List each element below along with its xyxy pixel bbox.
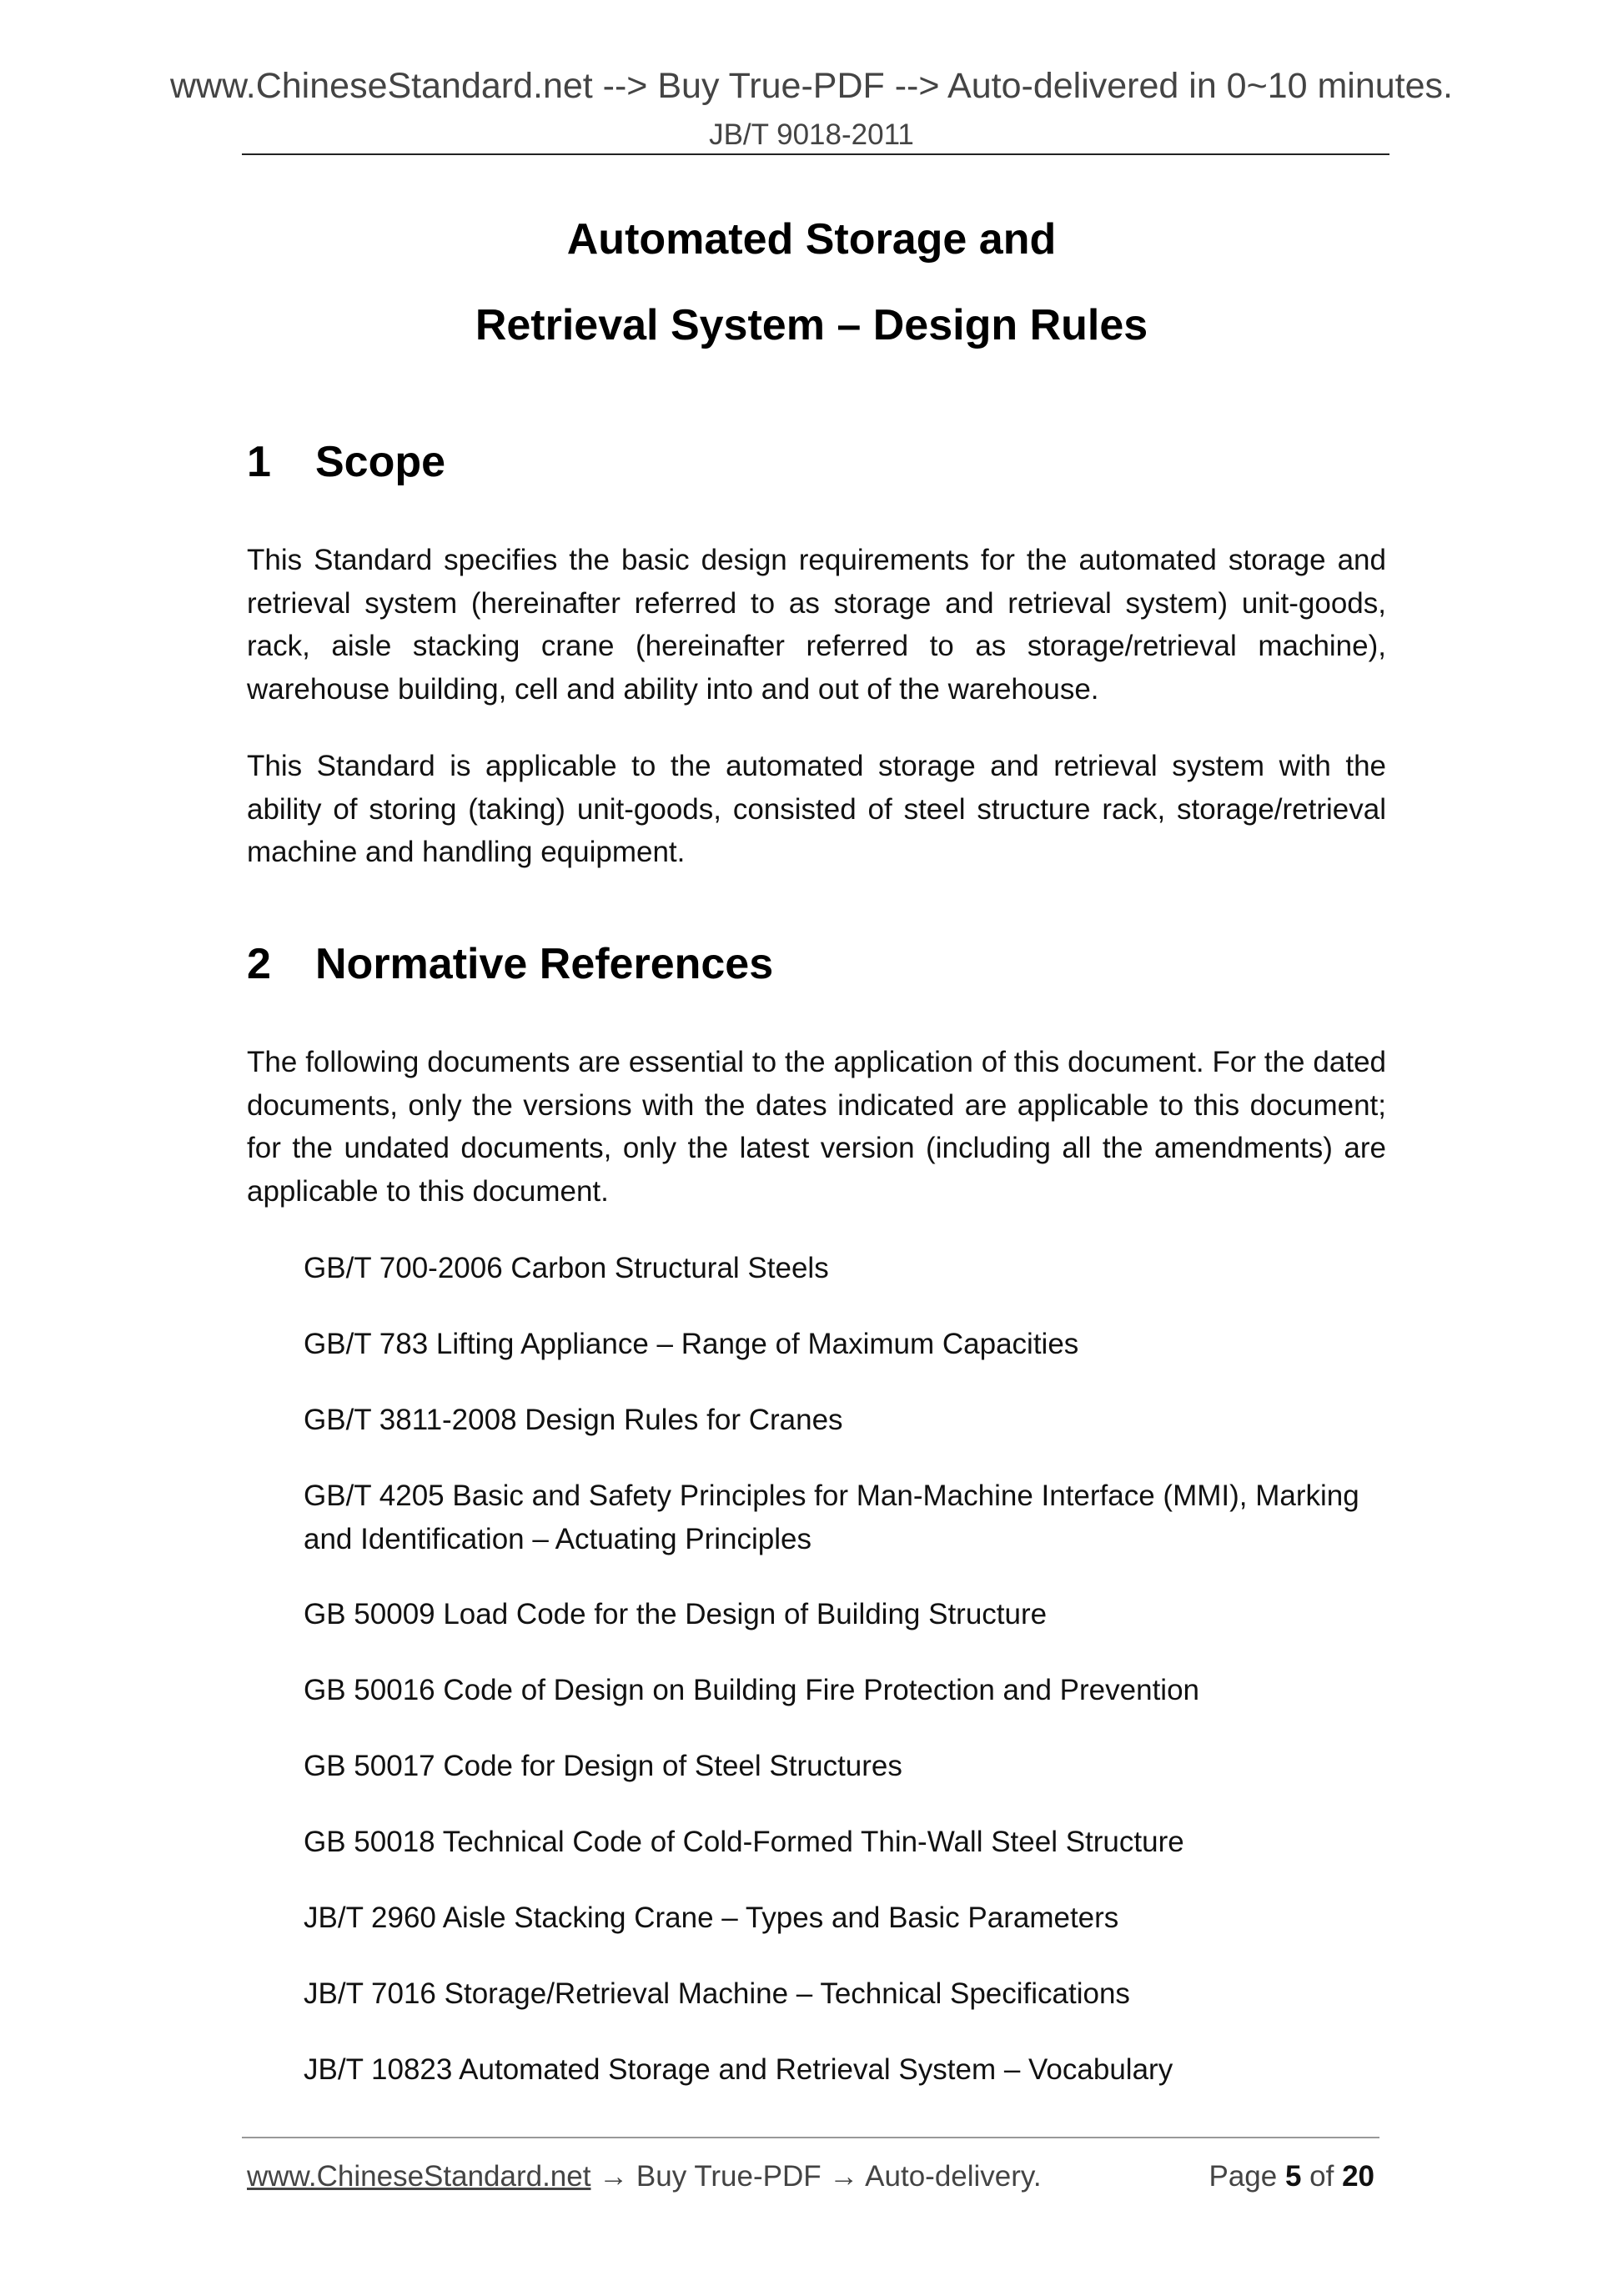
section-heading-normative-references bbox=[247, 937, 773, 991]
document-title-line-2: Retrieval System – Design Rules bbox=[475, 301, 1148, 349]
reference-item: JB/T 7016 Storage/Retrieval Machine – Technical Specifications bbox=[304, 1977, 1130, 2010]
footer-site-link[interactable]: www.ChineseStandard.net bbox=[247, 2160, 591, 2193]
header-divider bbox=[242, 153, 1389, 155]
reference-item: JB/T 10823 Automated Storage and Retrieval System – Vocabulary bbox=[304, 2053, 1173, 2086]
page-total: 20 bbox=[1342, 2160, 1374, 2193]
header-banner: www.ChineseStandard.net --> Buy True-PDF --> Auto-delivered in 0~10 minutes. bbox=[169, 66, 1453, 106]
section-heading-scope bbox=[247, 435, 445, 489]
footer-divider bbox=[242, 2137, 1379, 2138]
scope-paragraph-1: This Standard specifies the basic design requirements for the automated storage and retrieval system (hereinafter referred to as storage and retrieval system) unit-goods, rack, aisle stacking crane (hereinafter referred to as storage/retrieval machine), warehouse building, cell and ability into and out of the warehouse. bbox=[247, 544, 1386, 706]
reference-item: GB 50009 Load Code for the Design of Building Structure bbox=[304, 1598, 1048, 1630]
page-current: 5 bbox=[1284, 2160, 1302, 2193]
footer-tagline-text: → Buy True-PDF → Auto-delivery. bbox=[590, 2160, 1042, 2193]
header-standard-number: JB/T 9018-2011 bbox=[709, 118, 914, 151]
reference-item: GB 50017 Code for Design of Steel Structures bbox=[304, 1750, 902, 1782]
section-number: 1 bbox=[247, 438, 271, 486]
page-number bbox=[1208, 2158, 1374, 2195]
reference-item: GB 50018 Technical Code of Cold-Formed Thin-Wall Steel Structure bbox=[304, 1826, 1184, 1858]
scope-paragraph-2: This Standard is applicable to the automated storage and retrieval system with the ability of storing (taking) unit-goods, consisted of steel structure rack, storage/retrieval machine and handling equipment. bbox=[247, 750, 1386, 868]
footer-tagline bbox=[247, 2158, 1042, 2195]
reference-item: GB 50016 Code of Design on Building Fire Protection and Prevention bbox=[304, 1674, 1199, 1706]
page-label: Page bbox=[1208, 2160, 1285, 2193]
section-number: 2 bbox=[247, 940, 271, 988]
reference-item: GB/T 3811-2008 Design Rules for Cranes bbox=[304, 1404, 843, 1436]
section-title: Scope bbox=[315, 438, 446, 486]
section-title: Normative References bbox=[315, 940, 774, 988]
references-intro-paragraph: The following documents are essential to the application of this document. For the dated documents, only the versions with the dates indicated are applicable to this document; for the undated documents, only the latest version (including all the amendments) are applicable to this document. bbox=[247, 1046, 1386, 1208]
reference-item: GB/T 4205 Basic and Safety Principles for Man-Machine Interface (MMI), Marking and Identification – Actuating Principles bbox=[304, 1480, 1359, 1555]
page-of: of bbox=[1301, 2160, 1343, 2193]
reference-item: GB/T 700-2006 Carbon Structural Steels bbox=[304, 1252, 829, 1284]
document-title-line-1: Automated Storage and bbox=[566, 215, 1057, 264]
reference-item: JB/T 2960 Aisle Stacking Crane – Types and Basic Parameters bbox=[304, 1902, 1119, 1934]
reference-item: GB/T 783 Lifting Appliance – Range of Maximum Capacities bbox=[304, 1328, 1079, 1360]
